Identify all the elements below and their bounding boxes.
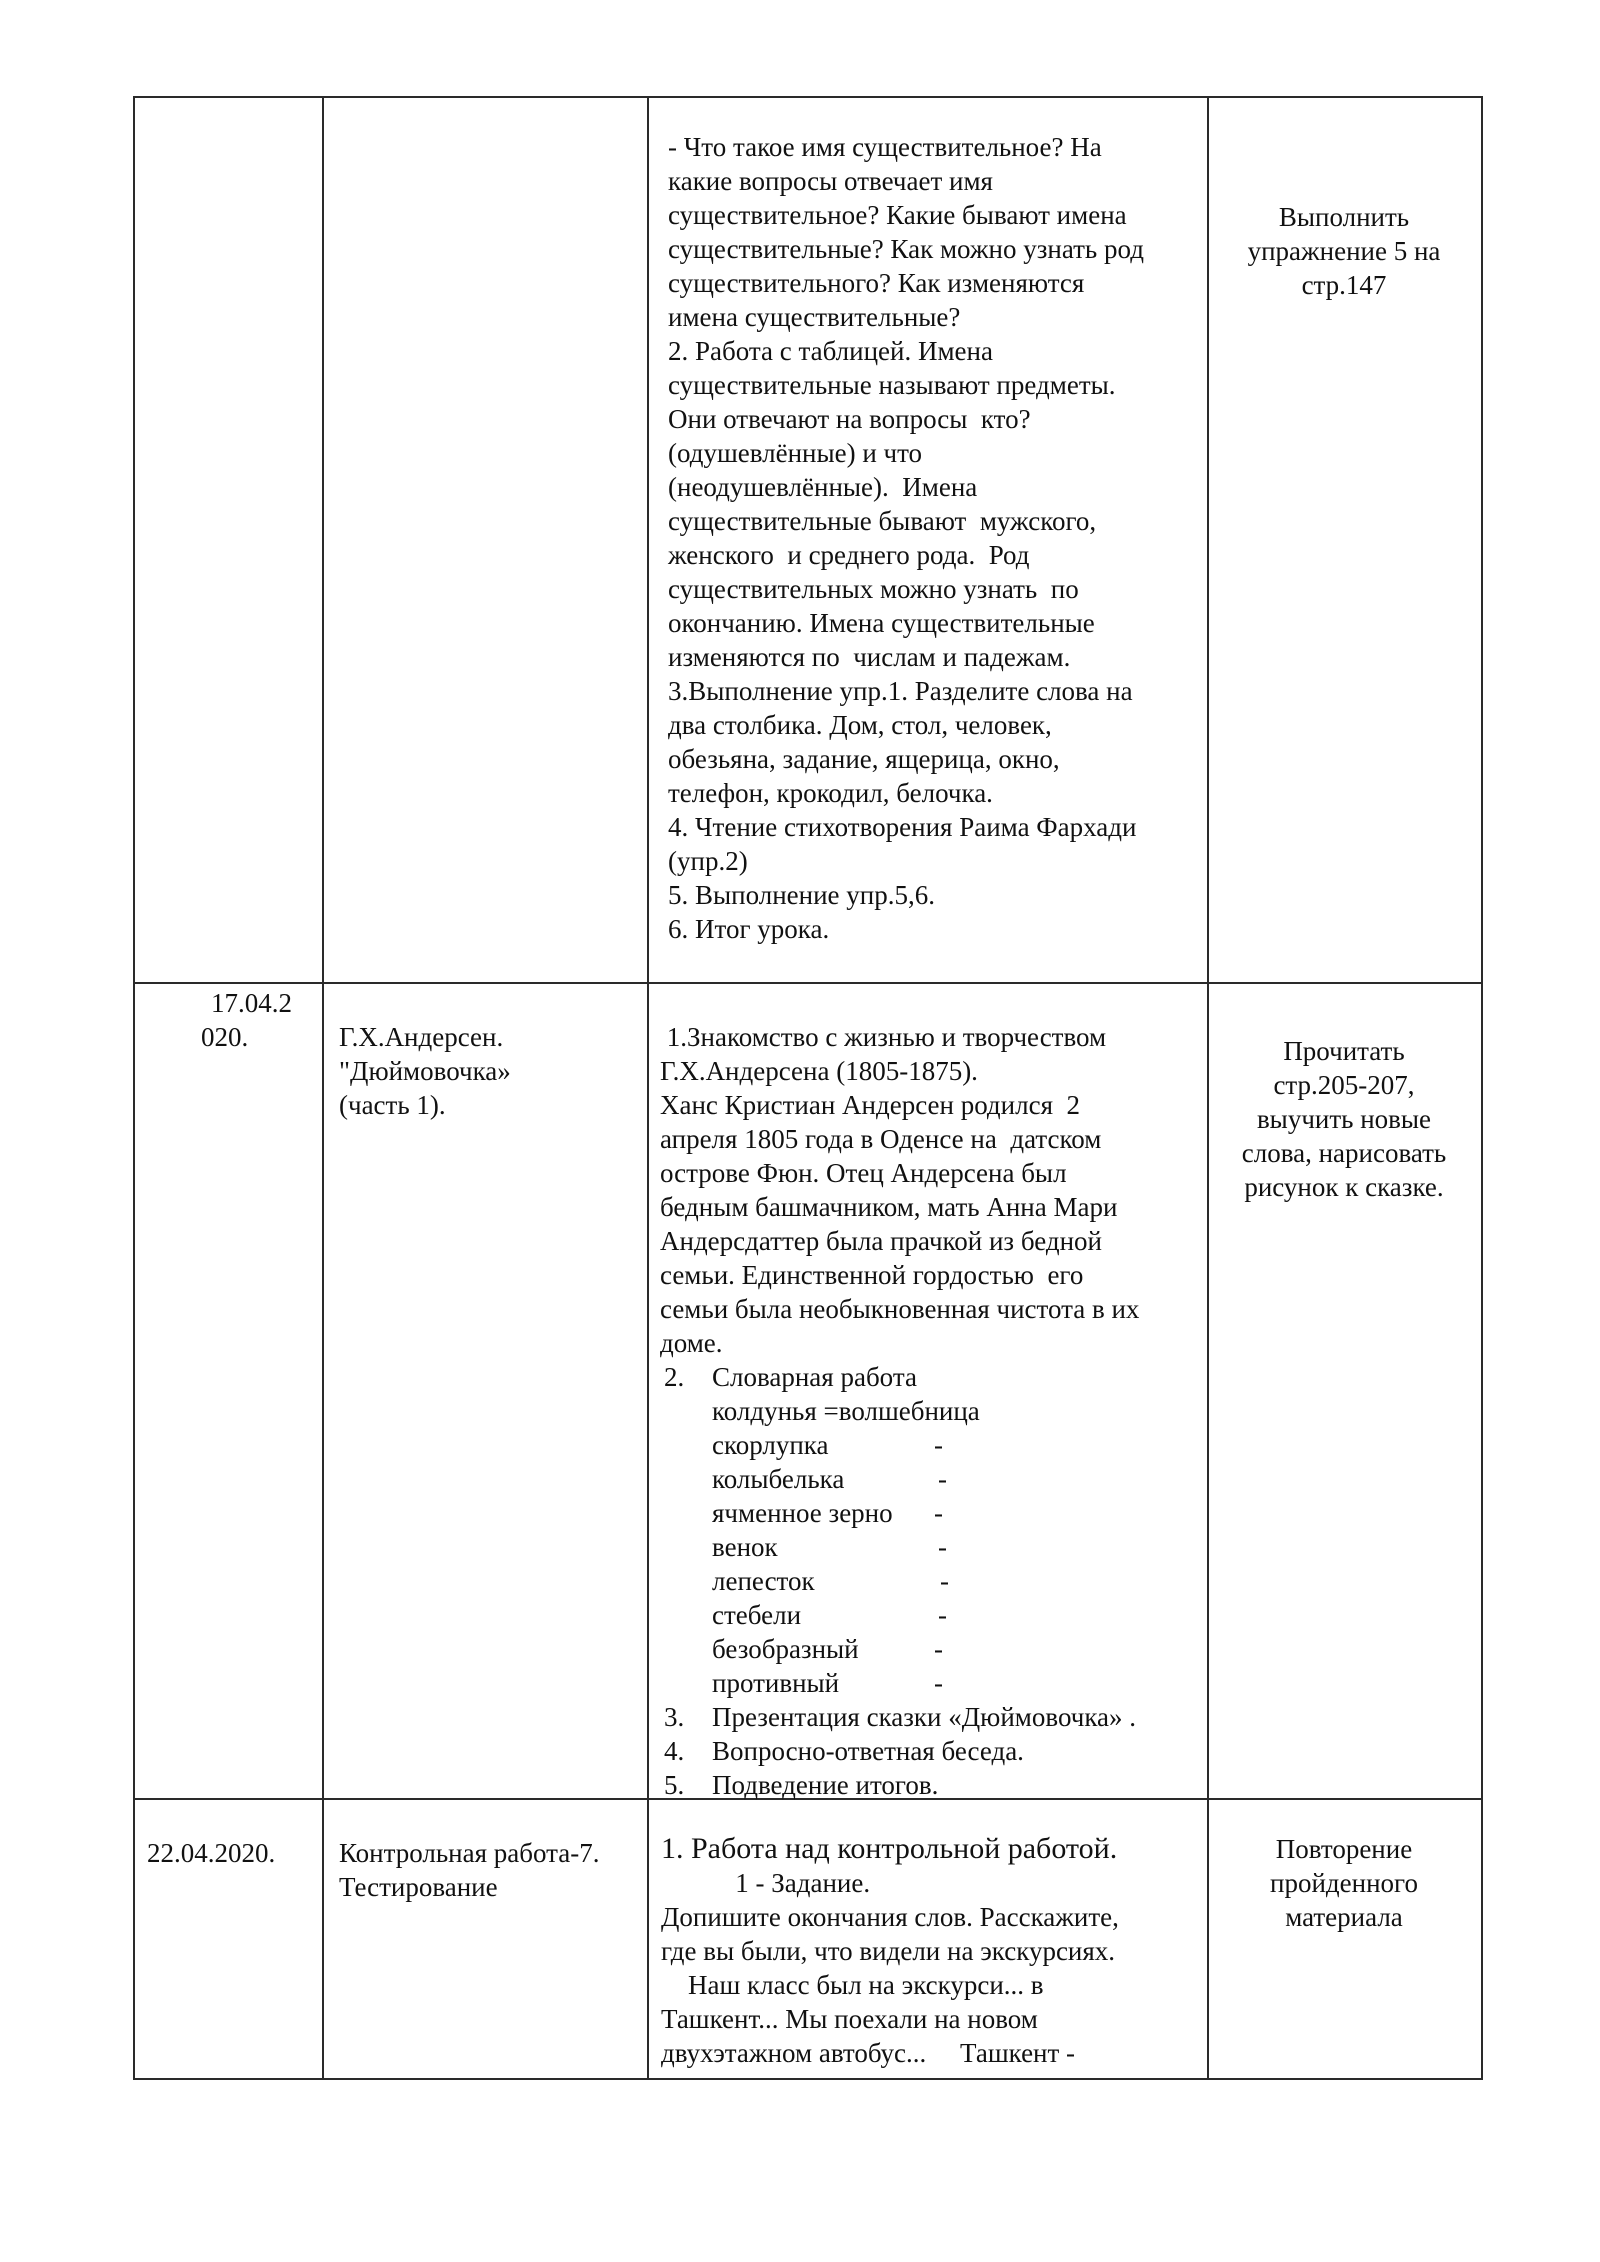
text-line: рисунок к сказке.: [1244, 1172, 1444, 1202]
lesson-plan-table: [133, 96, 1483, 2080]
topic-line: (часть 1).: [339, 1090, 446, 1120]
vocab-item: [660, 1564, 1200, 1598]
list-number: 3.: [664, 1702, 685, 1732]
vocab-word: венок: [712, 1532, 778, 1562]
text-line: существительное? Какие бывают имена: [668, 200, 1127, 230]
row3-date-cell: [147, 1836, 317, 1870]
text-line: два столбика. Дом, стол, человек,: [668, 710, 1052, 740]
table-border-right: [1481, 96, 1483, 2080]
list-item: [664, 1768, 1200, 1802]
text-line: выучить новые: [1256, 1104, 1432, 1134]
list-number: 4.: [664, 1736, 685, 1766]
vocab-dash: -: [938, 1532, 947, 1562]
list-item: [664, 1700, 1200, 1734]
text-line: какие вопросы отвечает имя: [668, 166, 993, 196]
vocab-dash: -: [940, 1566, 949, 1596]
text-line: Наш класс был на экскурси... в: [661, 1970, 1044, 2000]
row1-homework-cell: [1213, 200, 1475, 302]
row3-topic-cell: [339, 1836, 639, 1904]
lesson-steps-list: [660, 1700, 1200, 1802]
row3-homework-cell: [1213, 1832, 1475, 1934]
list-text: Словарная работа: [712, 1362, 917, 1392]
vocab-item: [660, 1632, 1200, 1666]
task-label: 1 - Задание.: [661, 1868, 871, 1898]
row1-lesson-cell: [668, 130, 1198, 946]
column-divider: [647, 96, 649, 2080]
text-line: женского и среднего рода. Род: [668, 540, 1030, 570]
text-line: где вы были, что видели на экскурсиях.: [661, 1936, 1116, 1966]
list-item: [664, 1360, 1200, 1394]
topic-line: Тестирование: [339, 1872, 498, 1902]
list-number: 5.: [664, 1770, 685, 1800]
vocab-item: [660, 1462, 1200, 1496]
text-line: 2. Работа с таблицей. Имена: [668, 336, 993, 366]
text-line: Андерсдаттер была прачкой из бедной: [660, 1226, 1102, 1256]
text-line: имена существительные?: [668, 302, 961, 332]
date-line: 17.04.2: [211, 988, 292, 1018]
text-line: 1.Знакомство с жизнью и творчеством: [660, 1022, 1107, 1052]
text-line: двухэтажном автобус... Ташкент -: [661, 2038, 1076, 2068]
text-line: семьи. Единственной гордостью его: [660, 1260, 1084, 1290]
text-line: стр.205-207,: [1273, 1070, 1415, 1100]
table-border-bottom: [133, 2078, 1483, 2080]
text-line: семьи была необыкновенная чистота в их: [660, 1294, 1140, 1324]
text-line: Выполнить: [1278, 202, 1410, 232]
text-line: Повторение: [1275, 1834, 1413, 1864]
vocab-item: [660, 1428, 1200, 1462]
row3-lesson-cell: [661, 1832, 1201, 2070]
text-line: Они отвечают на вопросы кто?: [668, 404, 1031, 434]
row2-lesson-cell: [660, 1020, 1200, 1802]
vocab-word: колыбелька: [712, 1464, 845, 1494]
date-line: 020.: [201, 1022, 249, 1052]
table-border-left: [133, 96, 135, 2080]
row-divider: [133, 982, 1483, 984]
row2-topic-cell: [339, 1020, 639, 1122]
text-line: пройденного: [1270, 1868, 1418, 1898]
column-divider: [322, 96, 324, 2080]
text-line: 3.Выполнение упр.1. Разделите слова на: [668, 676, 1133, 706]
vocab-word: скорлупка: [712, 1430, 829, 1460]
text-line: Г.Х.Андерсена (1805-1875).: [660, 1056, 978, 1086]
row2-date-cell: [155, 986, 315, 1054]
text-line: Допишите окончания слов. Расскажите,: [661, 1902, 1119, 1932]
vocab-item: [660, 1530, 1200, 1564]
text-line: бедным башмачником, мать Анна Мари: [660, 1192, 1118, 1222]
vocab-dash: -: [934, 1668, 943, 1698]
vocab-word: колдунья =волшебница: [712, 1396, 980, 1426]
text-line: слова, нарисовать: [1241, 1138, 1447, 1168]
vocab-dash: -: [934, 1634, 943, 1664]
text-line: существительные бывают мужского,: [668, 506, 1097, 536]
text-line: обезьяна, задание, ящерица, окно,: [668, 744, 1060, 774]
topic-line: Г.Х.Андерсен.: [339, 1022, 504, 1052]
text-line: 5. Выполнение упр.5,6.: [668, 880, 935, 910]
table-border-top: [133, 96, 1483, 98]
vocab-word: безобразный: [712, 1634, 859, 1664]
list-text: Презентация сказки «Дюймовочка» .: [712, 1702, 1137, 1732]
vocab-item: [660, 1496, 1200, 1530]
text-line: существительных можно узнать по: [668, 574, 1079, 604]
text-line: существительные называют предметы.: [668, 370, 1116, 400]
list-number: 2.: [664, 1362, 685, 1392]
text-line: Прочитать: [1283, 1036, 1405, 1066]
vocab-item: [660, 1394, 1200, 1428]
row2-homework-cell: [1213, 1034, 1475, 1204]
text-line: материала: [1285, 1902, 1403, 1932]
vocab-dash: -: [938, 1600, 947, 1630]
vocab-item: [660, 1666, 1200, 1700]
topic-line: Контрольная работа-7.: [339, 1838, 600, 1868]
lesson-steps-list: [660, 1360, 1200, 1394]
text-line: упражнение 5 на: [1247, 236, 1441, 266]
vocab-dash: -: [938, 1464, 947, 1494]
section-heading: 1. Работа над контрольной работой.: [661, 1832, 1118, 1865]
text-line: стр.147: [1301, 270, 1387, 300]
list-item: [664, 1734, 1200, 1768]
text-line: (одушевлённые) и что: [668, 438, 923, 468]
vocab-word: противный: [712, 1668, 840, 1698]
text-line: Ханс Кристиан Андерсен родился 2: [660, 1090, 1080, 1120]
vocab-item: [660, 1598, 1200, 1632]
text-line: острове Фюн. Отец Андерсена был: [660, 1158, 1067, 1188]
column-divider: [1207, 96, 1209, 2080]
text-line: (упр.2): [668, 846, 748, 876]
vocab-dash: -: [934, 1430, 943, 1460]
topic-line: "Дюймовочка»: [339, 1056, 511, 1086]
text-line: доме.: [660, 1328, 723, 1358]
text-line: существительные? Как можно узнать род: [668, 234, 1144, 264]
vocab-word: ячменное зерно: [712, 1498, 893, 1528]
text-line: (неодушевлённые). Имена: [668, 472, 978, 502]
text-line: Ташкент... Мы поехали на новом: [661, 2004, 1038, 2034]
vocab-dash: -: [934, 1498, 943, 1528]
text-line: 6. Итог урока.: [668, 914, 830, 944]
text-line: изменяются по числам и падежам.: [668, 642, 1071, 672]
text-line: телефон, крокодил, белочка.: [668, 778, 993, 808]
vocab-word: лепесток: [712, 1566, 815, 1596]
text-line: - Что такое имя существительное? На: [668, 132, 1102, 162]
text-line: апреля 1805 года в Оденсе на датском: [660, 1124, 1102, 1154]
text-line: 4. Чтение стихотворения Раима Фархади: [668, 812, 1137, 842]
vocab-word: стебели: [712, 1600, 802, 1630]
list-text: Вопросно-ответная беседа.: [712, 1736, 1024, 1766]
text-line: существительного? Как изменяются: [668, 268, 1085, 298]
text-line: окончанию. Имена существительные: [668, 608, 1095, 638]
list-text: Подведение итогов.: [712, 1770, 939, 1800]
date-line: 22.04.2020.: [147, 1838, 276, 1868]
